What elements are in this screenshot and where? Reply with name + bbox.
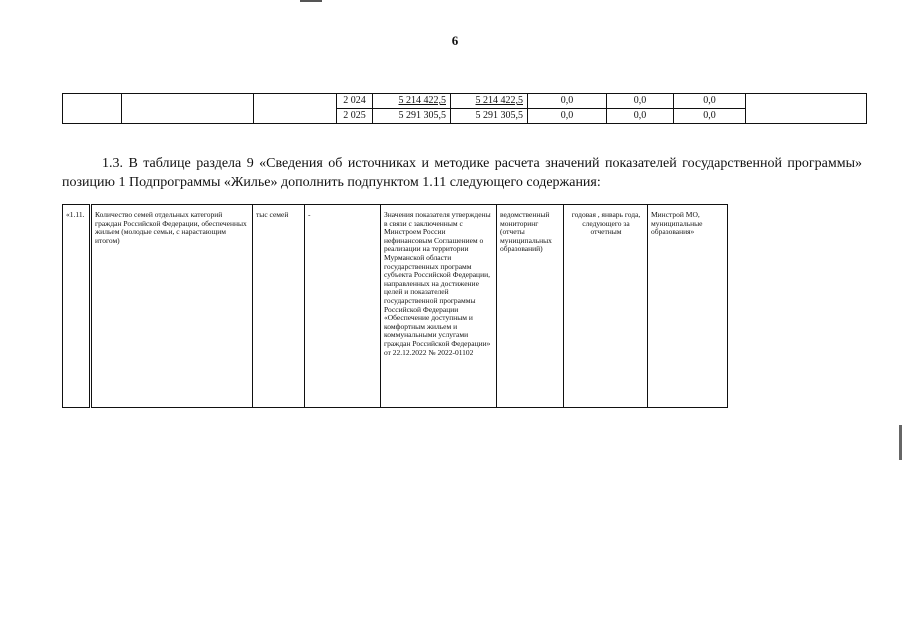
data-source-cell: ведомственный мониторинг (отчеты муниципальных образований) [497, 205, 564, 408]
amount-cell: 0,0 [528, 109, 607, 124]
amount-cell: 0,0 [607, 94, 674, 109]
year-cell: 2 025 [337, 109, 373, 124]
amount-cell: 5 214 422,5 [373, 94, 451, 109]
indicator-name-cell: Количество семей отдельных категорий граждан Российской Федерации, обеспеченных жильем (молодые семьи, с нарастающим итогом) [91, 205, 253, 408]
table-row [63, 205, 728, 408]
table-cell-empty [63, 94, 122, 124]
funding-table-fragment [62, 93, 867, 124]
frequency-cell: годовая , январь года, следующего за отчетным [564, 205, 648, 408]
amount-cell: 5 291 305,5 [451, 109, 528, 124]
year-cell: 2 024 [337, 94, 373, 109]
indicator-methodology-table [62, 204, 728, 408]
responsible-cell: Минстрой МО, муниципальные образования» [648, 205, 728, 408]
amount-cell: 0,0 [607, 109, 674, 124]
table-cell-empty [254, 94, 337, 124]
amendment-paragraph: 1.3. В таблице раздела 9 «Сведения об источниках и методике расчета значений показателей государственной программы» позицию 1 Подпрограммы «Жилье» дополнить подпунктом 1.11 следующего содержания: [62, 156, 862, 190]
amount-cell: 0,0 [674, 94, 746, 109]
table-row [63, 94, 867, 109]
subitem-number-cell: «1.11. [63, 205, 91, 408]
dash-cell: - [305, 205, 381, 408]
table-cell-empty [746, 94, 867, 124]
amount-cell: 5 214 422,5 [451, 94, 528, 109]
description-cell: Значения показателя утверждены в связи с заключенным с Минстроем России нефинансовым Соглашением о реализации на территории Мурманской области государственных программ субъекта Российской Федерации, направленных на достижение целей и показателей государственной программы Российской Федерации «Обеспечение доступным и комфортным жильем и коммунальными услугами граждан Российской Федерации» от 22.12.2022 № 2022-01102 [381, 205, 497, 408]
scan-mark-top [300, 0, 322, 2]
amount-cell: 0,0 [528, 94, 607, 109]
amount-cell: 0,0 [674, 109, 746, 124]
table-cell-empty [122, 94, 254, 124]
scan-mark-right-edge [899, 425, 902, 460]
unit-cell: тыс семей [253, 205, 305, 408]
page-number: 6 [451, 33, 459, 48]
amount-cell: 5 291 305,5 [373, 109, 451, 124]
